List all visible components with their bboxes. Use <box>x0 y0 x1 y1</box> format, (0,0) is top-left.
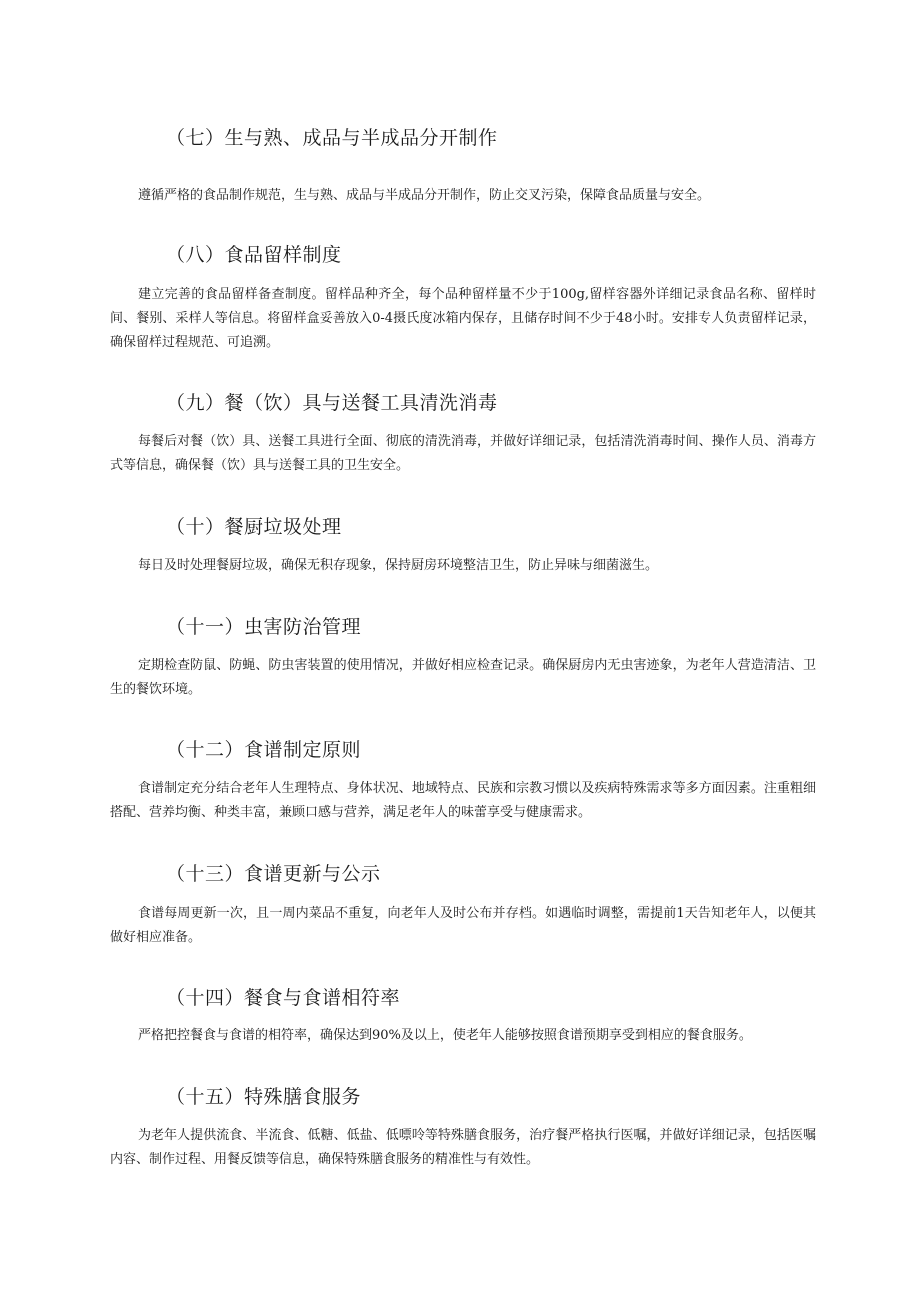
section-10-body: 每日及时处理餐厨垃圾，确保无积存现象，保持厨房环境整洁卫生，防止异味与细菌滋生。 <box>138 558 659 573</box>
section-14-body: 严格把控餐食与食谱的相符率，确保达到90%及以上，使老年人能够按照食谱预期享受到相应的餐食服务。 <box>138 1028 752 1043</box>
section-13-heading: （十三）食谱更新与公示 <box>166 863 381 885</box>
section-12-heading: （十二）食谱制定原则 <box>166 739 362 761</box>
section-10-heading: （十）餐厨垃圾处理 <box>166 516 342 538</box>
section-11-heading: （十一）虫害防治管理 <box>166 616 362 638</box>
section-11-body: 定期检查防鼠、防蝇、防虫害装置的使用情况，并做好相应检查记录。确保厨房内无虫害迹象，为老年人营造清洁、卫生的餐饮环境。 <box>110 658 816 697</box>
section-9-heading: （九）餐（饮）具与送餐工具清洗消毒 <box>166 392 498 414</box>
section-14-heading: （十四）餐食与食谱相符率 <box>166 987 401 1009</box>
section-9-body: 每餐后对餐（饮）具、送餐工具进行全面、彻底的清洗消毒，并做好详细记录，包括清洗消毒时间、操作人员、消毒方式等信息，确保餐（饮）具与送餐工具的卫生安全。 <box>110 434 816 473</box>
section-15-heading: （十五）特殊膳食服务 <box>166 1086 362 1108</box>
section-7-heading: （七）生与熟、成品与半成品分开制作 <box>166 127 498 149</box>
section-13-body: 食谱每周更新一次，且一周内菜品不重复，向老年人及时公布并存档。如遇临时调整，需提前1天告知老年人，以便其做好相应准备。 <box>110 906 816 945</box>
section-8-heading: （八）食品留样制度 <box>166 244 342 266</box>
section-8-body: 建立完善的食品留样备查制度。留样品种齐全，每个品种留样量不少于100g,留样容器外详细记录食品名称、留样时间、餐别、采样人等信息。将留样盒妥善放入0-4摄氏度冰箱内保存，且储存时间不少于48小时。安排专人负责留样记录，确保留样过程规范、可追溯。 <box>110 287 816 350</box>
section-12-body: 食谱制定充分结合老年人生理特点、身体状况、地域特点、民族和宗教习惯以及疾病特殊需求等多方面因素。注重粗细搭配、营养均衡、种类丰富，兼顾口感与营养，满足老年人的味蕾享受与健康需求。 <box>110 781 816 820</box>
section-7-body: 遵循严格的食品制作规范，生与熟、成品与半成品分开制作，防止交叉污染，保障食品质量与安全。 <box>138 188 711 203</box>
section-15-body: 为老年人提供流食、半流食、低糖、低盐、低嘌呤等特殊膳食服务，治疗餐严格执行医嘱，并做好详细记录，包括医嘱内容、制作过程、用餐反馈等信息，确保特殊膳食服务的精准性与有效性。 <box>110 1128 816 1167</box>
